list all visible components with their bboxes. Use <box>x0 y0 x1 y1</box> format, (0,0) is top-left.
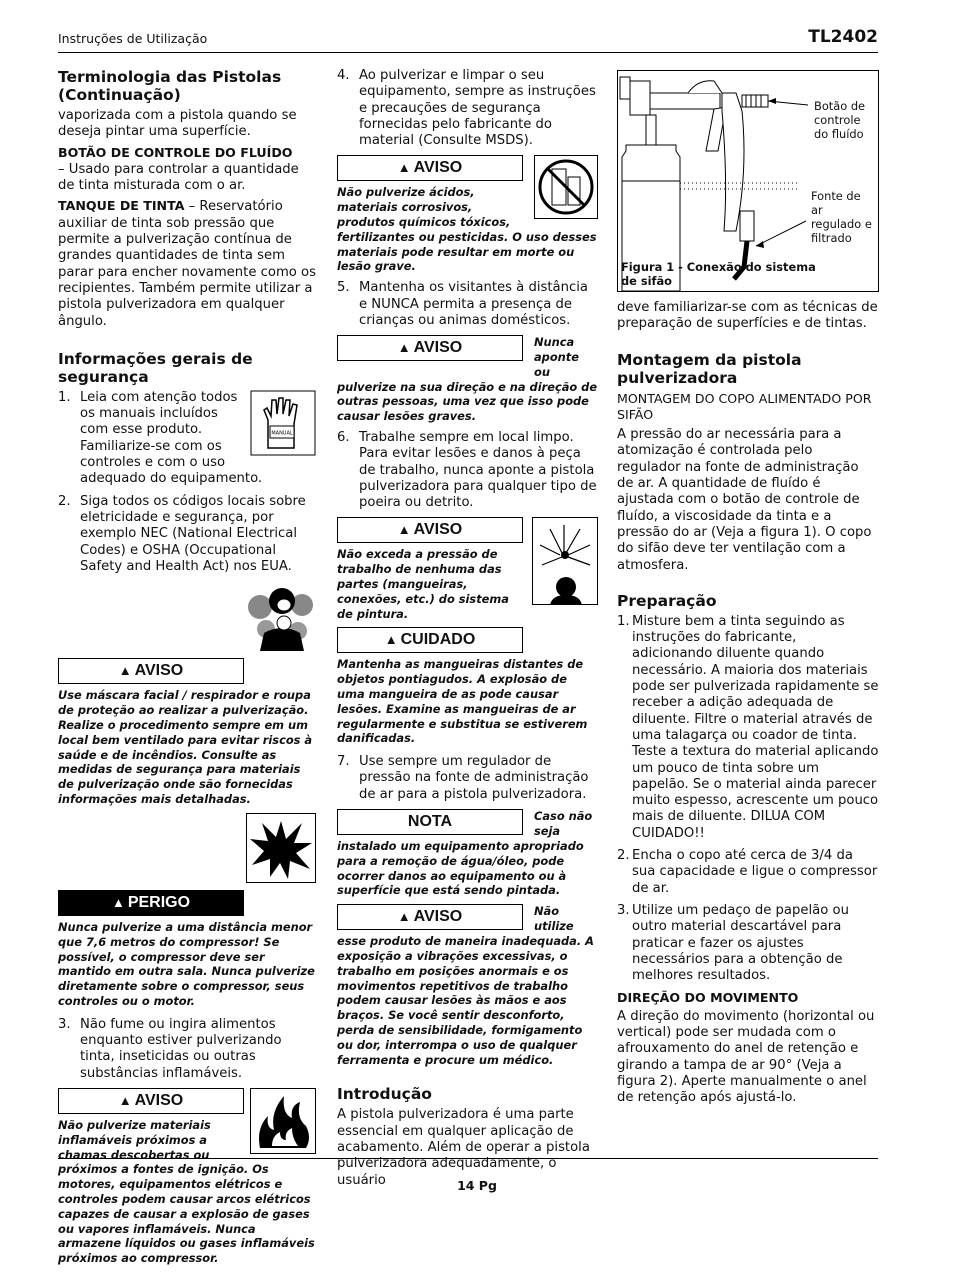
caution-text: Mantenha as mangueiras distantes de objetos pontiagudos. A explosão de uma mangueira de as pode causar lesões. Examine as mangueiras de ar regularmente e substitua se estiverem danificadas. <box>337 657 588 746</box>
term-fluid-control <box>58 145 316 195</box>
label-fluid-control-knob: Botão de controle do fluído <box>814 99 866 141</box>
list-item <box>58 390 316 488</box>
warning-aim <box>337 335 598 424</box>
list-item <box>58 1017 316 1082</box>
caution-hoses <box>337 627 598 746</box>
note-text: instalado um equipamento apropriado para a remoção de água/óleo, pode ocorrer danos ao equipamento ou à superfície que está sendo pintada. <box>337 839 584 898</box>
list-number: 7. <box>337 754 350 770</box>
list-text: Encha o copo até cerca de 3/4 da sua capacidade e ligue o compressor de ar. <box>632 848 878 896</box>
aviso-label: ▲ AVISO <box>58 658 244 684</box>
footer-rule <box>58 1158 878 1159</box>
warning-triangle-icon: ▲ <box>397 522 411 538</box>
warning-text: esse produto de maneira inadequada. A exposição a vibrações excessivas, o trabalho em posições anormais e os movimentos repetitivos de trabalho podem causar lesões às mãos e aos braços. Se você sentir desconforto, perda de sensibilidade, formigamento ou dor, interrompa o uso de qualquer ferramenta e procure um médico. <box>337 934 594 1067</box>
manual-glove-icon <box>250 390 316 461</box>
para-montagem: A pressão do ar necessária para a atomização é controlada pelo regulador na fonte de administração de ar. A quantidade de fluído é ajustada com o botão de controle de fluído, a viscosidade da tinta e a pressão do ar (Veja a figura 1). O copo do sifão deve ter ventilação com a atmosfera. <box>617 427 872 573</box>
safety-list-b <box>58 1017 316 1082</box>
danger-text: Nunca pulverize a uma distância menor que 7,6 metros do compressor! Se possível, o compressor deve ser mantido em outra sala. Nunca pulverize diretamente sobre o compressor, seus controles ou o motor. <box>58 920 315 1009</box>
list-number: 1. <box>58 389 71 405</box>
page-number: 14 Pg <box>457 1178 497 1193</box>
list-text: Siga todos os códigos locais sobre eletricidade e segurança, por exemplo NEC (National Electrical Codes) e OSHA (Occupational Safety and Health Act) nos EUA. <box>80 493 306 574</box>
list-item <box>337 430 598 511</box>
heading-preparacao: Preparação <box>617 591 717 610</box>
heading-seguranca: Informações gerais de segurança <box>58 349 253 386</box>
list-number: 5. <box>337 280 350 296</box>
list-number: 3. <box>617 902 630 918</box>
label-regulated-air-source: Fonte de ar regulado e filtrado <box>811 189 872 245</box>
list-item <box>337 68 598 149</box>
warning-text: Não pulverize materiais inflamáveis próximos a chamas descobertas ou próximos a fontes de ignição. Os motores, equipamentos elétricos e controles podem causar arcos elétricos capazes de causar a explosão de gases ou vapores inflamáveis. Nunca armazene líquidos ou gases inflamáveis próximos ao compressor. <box>58 1118 315 1266</box>
figure-1-siphon-connection <box>617 70 879 292</box>
warning-respirator <box>58 581 316 807</box>
list-number: 4. <box>337 68 350 83</box>
cuidado-label: ▲ CUIDADO <box>337 627 523 653</box>
list-item <box>617 614 879 842</box>
list-number: 2. <box>58 493 71 509</box>
header-rule <box>58 52 878 53</box>
warning-pressure <box>337 517 598 621</box>
header-model-number: TL2402 <box>808 27 878 47</box>
warning-text: Use máscara facial / respirador e roupa de proteção ao realizar a pulverização. Realize o procedimento sempre em um local bem ventilado para evitar riscos à saúde e de incêndios. Consulte as medidas de segurança para materiais de pulverização onde são fornecidas informações mais detalhadas. <box>58 688 313 806</box>
list-text: Trabalhe sempre em local limpo. Para evitar lesões e danos à peça de trabalho, nunca aponte a pistola pulverizadora para qualquer tipo de poeira ou detrito. <box>359 429 597 511</box>
heading-montagem: Montagem da pistola pulverizadora <box>617 350 802 387</box>
header-doc-title: Instruções de Utilização <box>58 31 208 46</box>
no-chemicals-icon <box>534 155 598 224</box>
aviso-label: ▲ AVISO <box>337 335 523 361</box>
respirator-icon <box>246 581 316 656</box>
warning-text: Não pulverize ácidos, materiais corrosivos, produtos químicos tóxicos, fertilizantes ou pesticidas. O uso desses materiais pode resultar em morte ou lesão grave. <box>337 185 597 274</box>
list-text: Não fume ou ingira alimentos enquanto estiver pulverizando tinta, inseticidas ou outras substâncias inflamáveis. <box>80 1016 282 1081</box>
term-label: TANQUE DE TINTA <box>58 198 185 214</box>
aviso-label: ▲ AVISO <box>337 517 523 543</box>
warning-side-text: Não utilize <box>534 904 574 934</box>
list-item <box>617 903 879 984</box>
heading-terminologia: Terminologia das Pistolas (Continuação) <box>58 68 282 104</box>
para-continuation: deve familiarizar-se com as técnicas de preparação de superfícies e de tintas. <box>617 300 878 332</box>
warning-triangle-icon: ▲ <box>384 632 398 648</box>
warning-triangle-icon: ▲ <box>397 340 411 355</box>
warning-vibration <box>337 904 598 1067</box>
warning-triangle-icon: ▲ <box>397 909 411 925</box>
column-1 <box>58 68 316 1272</box>
aviso-label: ▲ AVISO <box>337 904 523 930</box>
subheading-montagem-copo: MONTAGEM DO COPO ALIMENTADO POR SIFÃO <box>617 390 872 422</box>
para-introducao: A pistola pulverizadora é uma parte essencial em qualquer aplicação de acabamento. Além de operar a pistola pulverizadora adequadamente, o usuário <box>337 1107 590 1188</box>
warning-text: pulverize na sua direção e na direção de outras pessoas, uma vez que isso pode causar lesões graves. <box>337 379 598 424</box>
list-text: Leia com atenção todos os manuais incluídos com esse produto. Familiarize-se com os controles e com o uso adequado do equipamento. <box>80 389 263 487</box>
warning-triangle-icon: ▲ <box>111 894 125 910</box>
term-text: – Reservatório auxiliar de tinta sob pressão que permite a pulverização contínua de grandes quantidades de tinta sem parar para encher novamente como os recipientes. Também permite utilizar a pistola pulverizadora em qualquer ângulo. <box>58 199 316 329</box>
note-water-oil <box>337 809 598 898</box>
manual-label: MANUAL <box>271 430 293 437</box>
danger-distance <box>58 813 316 1009</box>
warning-triangle-icon: ▲ <box>118 1092 132 1108</box>
warning-triangle-icon: ▲ <box>118 663 132 679</box>
column-2 <box>337 68 598 1191</box>
warning-text: Não exceda a pressão de trabalho de nenhuma das partes (mangueiras, conexões, etc.) do sistema de pintura. <box>337 547 509 621</box>
burst-hose-icon <box>532 517 598 610</box>
list-text: Ao pulverizar e limpar o seu equipamento, sempre as instruções e precauções de segurança fornecidas pelo fabricante do material (Consulte MSDS). <box>359 68 596 149</box>
heading-introducao: Introdução <box>337 1085 432 1104</box>
perigo-label: ▲ PERIGO <box>58 890 244 916</box>
list-number: 2. <box>617 848 630 864</box>
nota-label: NOTA <box>337 809 523 835</box>
list-text: Use sempre um regulador de pressão na fonte de administração de ar para a pistola pulverizadora. <box>359 754 589 802</box>
list-text: Misture bem a tinta seguindo as instruções do fabricante, adicionando diluente quando necessário. A maioria dos materiais pode ser pulverizada rapidamente se receber a adição adequada de diluente. Filtre o material através de uma talagarça ou coador de tinta. Teste a textura do material aplicando um pouco de tinta sobre um papelão. Se o material ainda parecer muito espesso, acrescente um pouco mais de diluente. DILUA COM CUIDADO!! <box>632 613 879 841</box>
explosion-icon <box>246 813 316 888</box>
aviso-label: ▲ AVISO <box>58 1088 244 1114</box>
warning-acids <box>337 155 598 274</box>
list-text: Utilize um pedaço de papelão ou outro material descartável para praticar e fazer os ajustes necessários para a obtenção de melhores resultados. <box>632 902 849 984</box>
safety-list-d <box>337 280 598 329</box>
list-number: 6. <box>337 429 350 445</box>
list-text: Mantenha os visitantes à distância e NUNCA permita a presença de crianças ou animas domésticos. <box>359 280 588 328</box>
subheading-direcao: DIREÇÃO DO MOVIMENTO <box>617 990 799 1006</box>
para-vaporizada: vaporizada com a pistola quando se deseja pintar uma superfície. <box>58 108 297 140</box>
list-item <box>337 280 598 329</box>
term-label: BOTÃO DE CONTROLE DO FLUÍDO <box>58 144 293 160</box>
figure-caption: Figura 1 - Conexão do sistema de sifão <box>621 260 816 288</box>
aviso-label: ▲ AVISO <box>337 155 523 181</box>
safety-list-f <box>337 754 598 803</box>
list-item <box>617 848 879 897</box>
list-number: 3. <box>58 1016 71 1032</box>
term-paint-tank <box>58 198 316 329</box>
note-side-text: Caso não seja <box>534 809 593 838</box>
prep-list <box>617 614 879 985</box>
warning-triangle-icon: ▲ <box>397 160 411 176</box>
safety-list-e <box>337 430 598 511</box>
warning-side-text: Nunca aponte ou <box>534 335 579 379</box>
list-item <box>58 494 316 575</box>
list-number: 1. <box>617 613 630 629</box>
safety-list-c <box>337 68 598 149</box>
term-text: – Usado para controlar a quantidade de tinta misturada com o ar. <box>58 161 299 194</box>
column-3 <box>617 70 879 1108</box>
list-item <box>337 754 598 803</box>
flame-icon <box>250 1088 316 1159</box>
safety-list-a <box>58 390 316 575</box>
para-direcao: A direção do movimento (horizontal ou vertical) pode ser mudada com o afrouxamento do anel de retenção e girando a tampa de ar 90° (Veja a figura 2). Aperte manualmente o anel de retenção após ajustá-lo. <box>617 1008 875 1106</box>
